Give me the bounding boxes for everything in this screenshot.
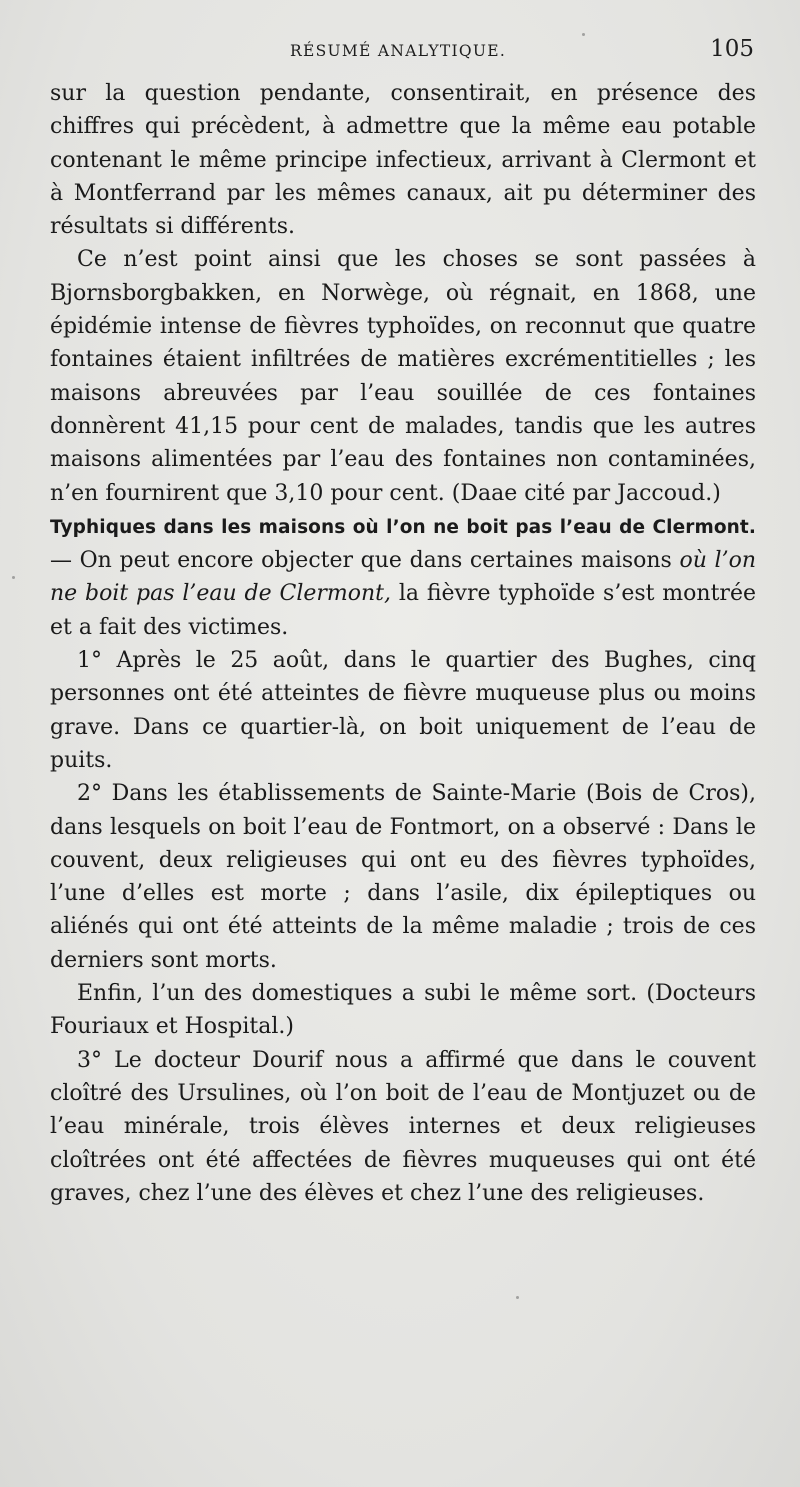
page-number: 105 (710, 36, 754, 62)
paragraph-item-2: 2° Dans les établissements de Sainte-Marie (Bois de Cros), dans lesquels on boit l’eau de Fontmort, on a observé : Dans le couvent, deux religieuses qui ont eu des fièvres typhoïdes, l’une d’elles est morte ; dans l’asile, dix épileptiques ou aliénés qui ont été atteints de la même maladie ; trois de ces derniers sont morts. (50, 781, 756, 973)
ink-speck (12, 576, 15, 579)
running-head (50, 36, 754, 66)
section-heading: Typhiques dans les maisons où l’on ne boit pas l’eau de Clermont. (50, 516, 756, 538)
body-text (50, 77, 756, 1210)
ink-speck (516, 1296, 519, 1299)
paragraph-section-typhiques (50, 510, 756, 644)
paragraph-norway-epidemic: Ce n’est point ainsi que les choses se sont passées à Bjornsborgbakken, en Norwège, où régnait, en 1868, une épidémie intense de fièvres typhoïdes, on reconnut que quatre fontaines étaient infiltrées de matières excrémentitielles ; les maisons abreuvées par l’eau souillée de ces fontaines donnèrent 41,15 pour cent de malades, tandis que les autres maisons alimentées par l’eau des fontaines non contaminées, n’en fournirent que 3,10 pour cent. (Daae cité par Jaccoud.) (50, 247, 756, 506)
section-text-before: — On peut encore objecter que dans certaines maisons (50, 548, 680, 574)
paragraph-domestic: Enfin, l’un des domestiques a subi le même sort. (Docteurs Fouriaux et Hospital.) (50, 981, 756, 1040)
running-head-title: RÉSUMÉ ANALYTIQUE. (290, 42, 507, 60)
section-italic-phrase: où l’on ne boit pas l’eau de Clermont, (50, 548, 756, 607)
paragraph-item-3: 3° Le docteur Dourif nous a affirmé que dans le couvent cloîtré des Ursulines, où l’on boit de l’eau de Montjuzet ou de l’eau minérale, trois élèves internes et deux religieuses cloîtrées ont été affectées de fièvres muqueuses qui ont été graves, chez l’une des élèves et chez l’une des religieuses. (50, 1047, 756, 1206)
paragraph-continuation: sur la question pendante, consentirait, en présence des chiffres qui précèdent, à admettre que la même eau potable contenant le même principe infectieux, arrivant à Clermont et à Montferrand par les mêmes canaux, ait pu déterminer des résultats si différents. (50, 81, 756, 240)
section-text-after: la fièvre typhoïde s’est montrée et a fait des victimes. (50, 581, 756, 640)
paragraph-item-1: 1° Après le 25 août, dans le quartier des Bughes, cinq personnes ont été atteintes de fièvre muqueuse plus ou moins grave. Dans ce quartier-là, on boit uniquement de l’eau de puits. (50, 648, 756, 773)
ink-speck (582, 33, 585, 36)
